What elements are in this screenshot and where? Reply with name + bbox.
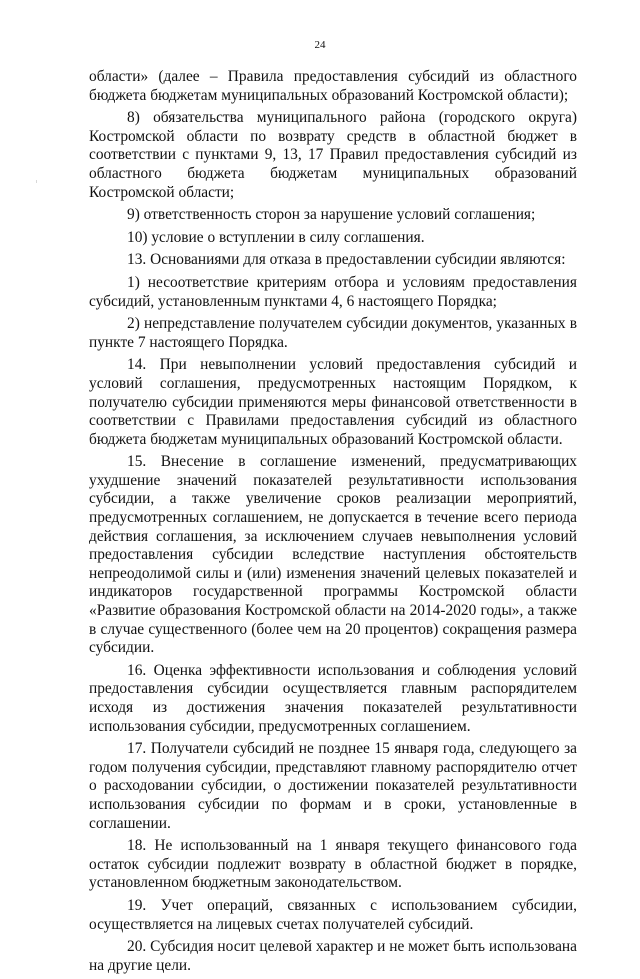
paragraph-item-9: 9) ответственность сторон за нарушение условий соглашения; <box>127 206 536 224</box>
paragraph-item-8: 8) обязательства муниципального района (городского округа) Костромской области по возврату средств в областной бюджет в соответствии с пунктами 9, 13, 17 Правил предоставления субсидий из областного бюджета бюджетам муниципальных образований Костромской области; <box>89 109 577 201</box>
paragraph-clause-18: 18. Не использованный на 1 января текущего финансового года остаток субсидии подлежит возврату в областной бюджет в порядке, установленном бюджетным законодательством. <box>89 837 577 892</box>
paragraph-clause-13-item-2: 2) непредставление получателем субсидии документов, указанных в пункте 7 настоящего Порядка. <box>89 315 577 351</box>
paragraph-clause-13: 13. Основаниями для отказа в предоставлении субсидии являются: <box>127 251 566 269</box>
page-number: 24 <box>314 39 326 51</box>
paragraph-clause-17: 17. Получатели субсидий не позднее 15 января года, следующего за годом получения субсидии, представляют главному распорядителю отчет о расходовании субсидии, о достижении показателей результативности использования субсидии по формам и в сроки, установленные в соглашении. <box>89 740 577 832</box>
paragraph-clause-20: 20. Субсидия носит целевой характер и не может быть использована на другие цели. <box>89 938 577 974</box>
paragraph-clause-15: 15. Внесение в соглашение изменений, предусматривающих ухудшение значений показателей результативности использования субсидии, а также увеличение сроков реализации мероприятий, предусмотренных соглашением, не допускается в течение всего периода действия соглашения, за исключением случаев невыполнения условий предоставления субсидии вследствие наступления обстоятельств непреодолимой силы и (или) изменения значений целевых показателей и индикаторов государственной программы Костромской области «Развитие образования Костромской области на 2014-2020 годы», а также в случае существенного (более чем на 20 процентов) сокращения размера субсидии. <box>89 453 577 657</box>
paragraph-item-10: 10) условие о вступлении в силу соглашения. <box>127 228 425 246</box>
paragraph-clause-16: 16. Оценка эффективности использования и соблюдения условий предоставления субсидии осуществляется главным распорядителем исходя из достижения значения показателей результативности использования субсидии, предусмотренных соглашением. <box>89 661 577 735</box>
document-body <box>89 68 577 979</box>
paragraph-continuation: области» (далее – Правила предоставления субсидий из областного бюджета бюджетам муниципальных образований Костромской области); <box>89 68 577 104</box>
paragraph-clause-13-item-1: 1) несоответствие критериям отбора и условиям предоставления субсидий, установленным пунктами 4, 6 настоящего Порядка; <box>89 273 577 310</box>
scan-mark <box>36 180 37 183</box>
paragraph-clause-14: 14. При невыполнении условий предоставления субсидий и условий соглашения, предусмотренных настоящим Порядком, к получателю субсидии применяются меры финансовой ответственности в соответствии с Правилами предоставления субсидий из областного бюджета бюджетам муниципальных образований Костромской области. <box>89 356 577 448</box>
paragraph-clause-19: 19. Учет операций, связанных с использованием субсидии, осуществляется на лицевых счетах получателей субсидий. <box>89 896 577 933</box>
